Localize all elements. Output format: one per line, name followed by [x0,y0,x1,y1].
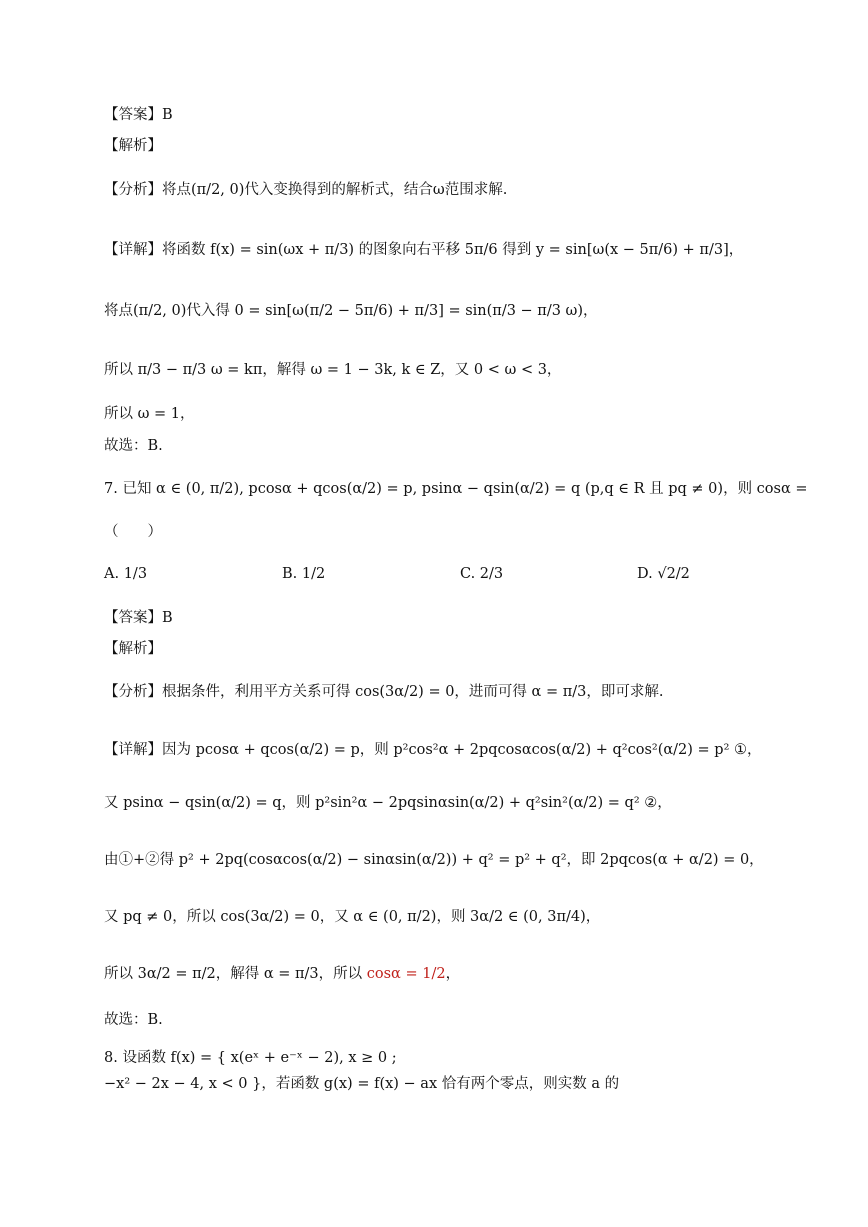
option-c-value: 2/3 [479,566,504,582]
q7-hint: 【分析】根据条件，利用平方关系可得 cos(3α/2) = 0，进而可得 α = π/3，即可求解. [104,684,664,700]
q8-stem-2: −x² − 2x − 4, x < 0 }，若函数 g(x) = f(x) − ax 恰有两个零点，则实数 a 的 [104,1076,620,1092]
q7-result-red: cosα = 1/2 [366,966,446,982]
q6-answer: 【答案】B [104,107,173,123]
q6-hint: 【分析】将点(π/2, 0)代入变换得到的解析式，结合ω范围求解. [104,182,508,198]
q6-detail-1: 【详解】将函数 f(x) = sin(ωx + π/3) 的图象向右平移 5π/6 得到 y = sin[ω(x − 5π/6) + π/3]， [104,242,744,258]
q7-detail-5-post: ， [445,966,461,982]
q7-stem: 7. 已知 α ∈ (0, π/2), pcosα + qcos(α/2) = p, psinα − qsin(α/2) = q (p,q ∈ R 且 pq ≠ 0)，则 cosα = [104,481,808,497]
option-d-letter: D. [637,566,653,582]
option-b-letter: B. [282,566,298,582]
option-b [282,566,325,582]
q7-detail-2: 又 psinα − qsin(α/2) = q，则 p²sin²α − 2pqsinαsin(α/2) + q²sin²(α/2) = q² ②， [104,795,672,811]
q7-detail-5-pre: 所以 3α/2 = π/2，解得 α = π/3，所以 [104,966,367,982]
q7-choice: 故选：B. [104,1012,163,1028]
option-d-value: √2/2 [657,566,690,582]
q7-answer: 【答案】B [104,610,173,626]
q6-detail-4: 所以 ω = 1， [104,406,195,422]
q6-detail-2: 将点(π/2, 0)代入得 0 = sin[ω(π/2 − 5π/6) + π/3] = sin(π/3 − π/3 ω)， [104,303,598,319]
q6-analysis-label: 【解析】 [104,138,162,154]
option-b-value: 1/2 [301,566,326,582]
q8-stem-1: 8. 设函数 f(x) = { x(eˣ + e⁻ˣ − 2), x ≥ 0 ; [104,1050,397,1066]
option-c [460,566,503,582]
option-d [637,566,690,582]
q7-detail-1: 【详解】因为 pcosα + qcos(α/2) = p，则 p²cos²α + 2pqcosαcos(α/2) + q²cos²(α/2) = p² ①， [104,742,762,758]
q6-detail-3: 所以 π/3 − π/3 ω = kπ，解得 ω = 1 − 3k, k ∈ Z，又 0 < ω < 3， [104,362,562,378]
option-a [104,566,147,582]
option-a-value: 1/3 [123,566,148,582]
q7-detail-4: 又 pq ≠ 0，所以 cos(3α/2) = 0，又 α ∈ (0, π/2)，则 3α/2 ∈ (0, 3π/4)， [104,909,601,925]
option-a-letter: A. [104,566,120,582]
q6-choice: 故选：B. [104,438,163,454]
q7-paren: （ ） [104,524,162,540]
q7-detail-3: 由①+②得 p² + 2pq(cosαcos(α/2) − sinαsin(α/2)) + q² = p² + q²，即 2pqcos(α + α/2) = 0， [104,852,764,868]
option-c-letter: C. [460,566,476,582]
q7-analysis-label: 【解析】 [104,641,162,657]
q7-detail-5 [104,964,460,984]
